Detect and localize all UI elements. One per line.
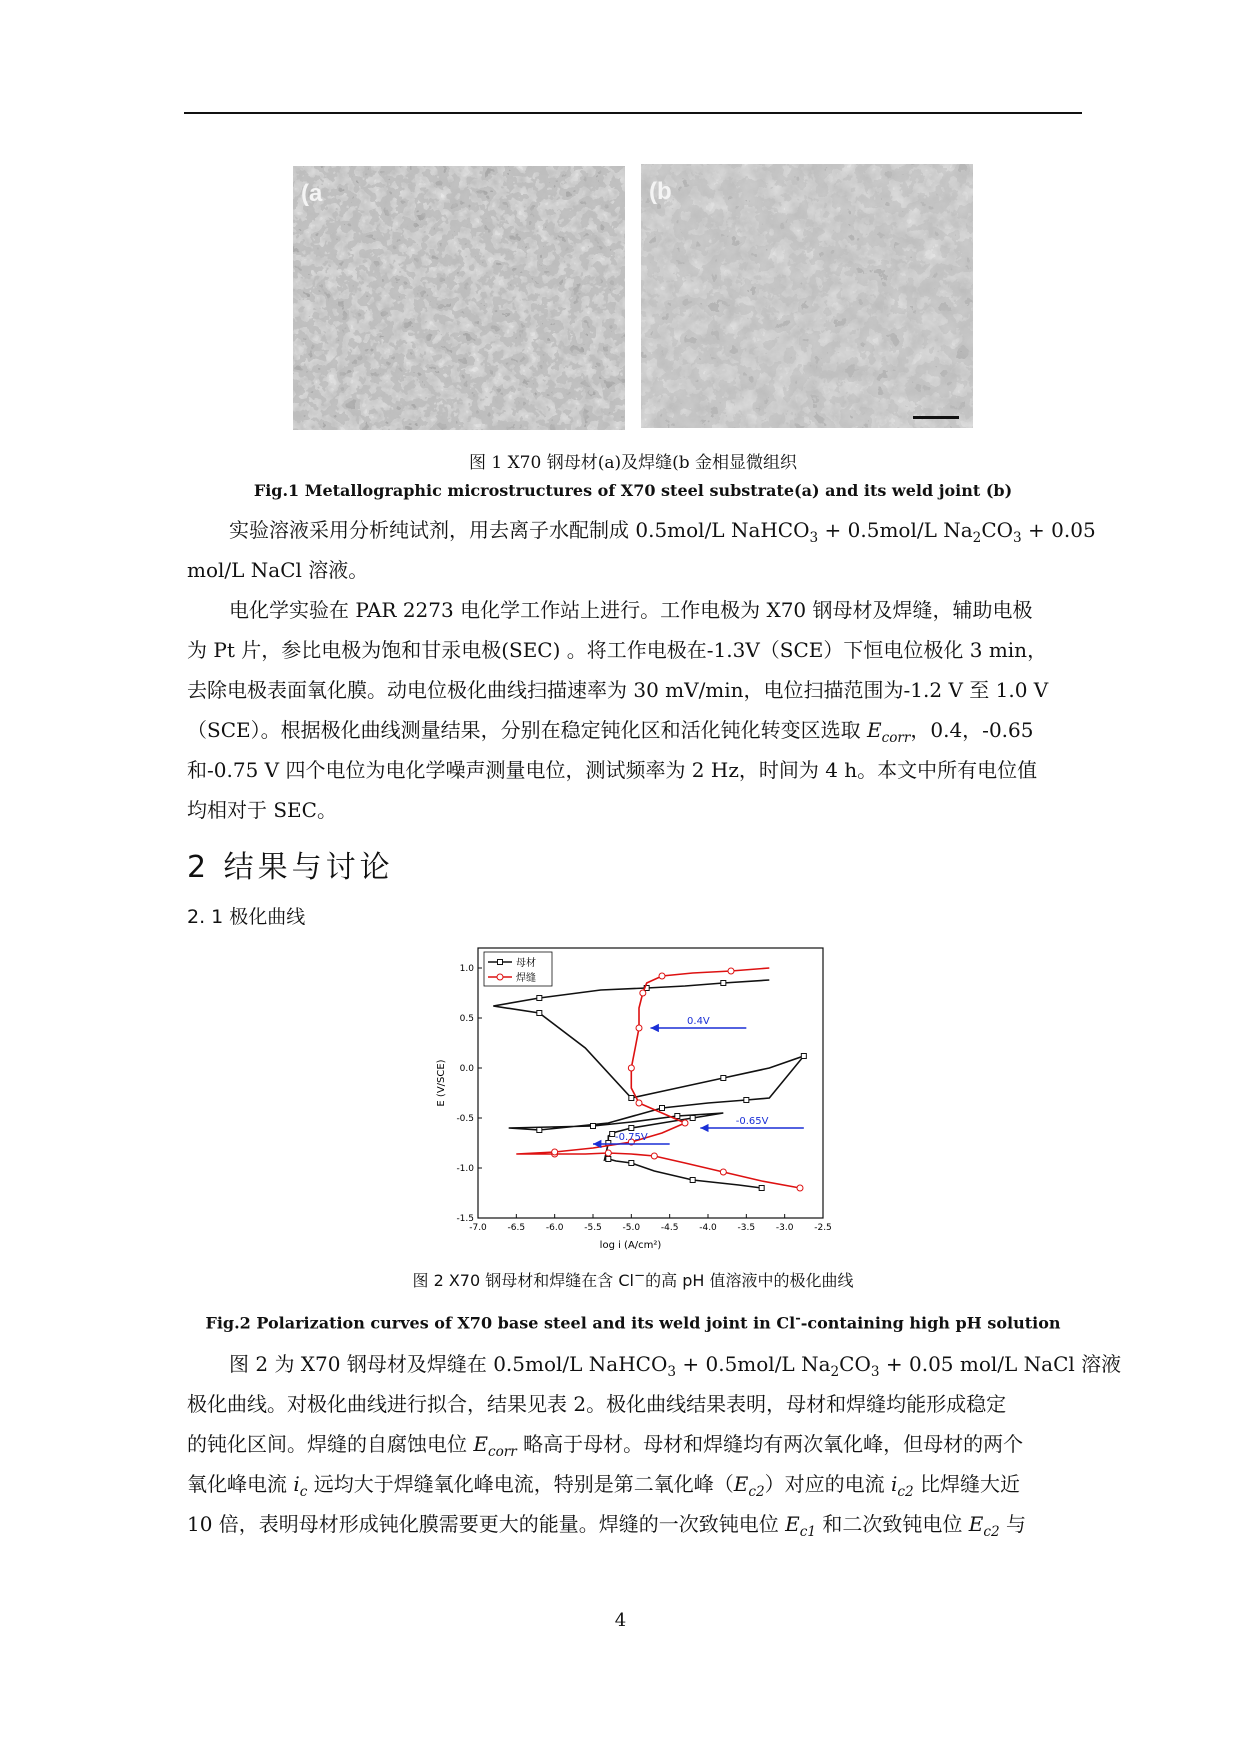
y-tick-label: -0.5 (456, 1114, 474, 1124)
series-point (606, 1157, 611, 1162)
paragraph-solution: 实验溶液采用分析纯试剂，用去离子水配制成 0.5mol/L NaHCO$_3$ + 0.5mol/L $Na_2CO_3 + 0.05$ mol/L NaCl 溶液。 (187, 518, 1096, 582)
series-point (591, 1124, 596, 1129)
legend-marker (497, 974, 503, 980)
series-point (537, 1011, 542, 1016)
x-tick-label: -7.0 (469, 1223, 487, 1233)
series-point (636, 1100, 642, 1106)
x-tick-label: -4.0 (699, 1223, 717, 1233)
series-point (651, 1153, 657, 1159)
series-point (744, 1098, 749, 1103)
series-point (797, 1185, 803, 1191)
series-point (728, 968, 734, 974)
x-tick-label: -6.0 (545, 1223, 564, 1233)
x-tick-label: -4.5 (660, 1223, 679, 1233)
x-tick-label: -5.0 (622, 1223, 641, 1233)
y-tick-label: -1.0 (456, 1164, 474, 1174)
figure2-caption-en: Fig.2 Polarization curves of X70 base steel and its weld joint in Cl--containing high pH solution (205, 1310, 1061, 1333)
x-tick-label: -6.5 (507, 1223, 526, 1233)
subsection-heading: 2. 1 极化曲线 (187, 906, 306, 928)
series-point (552, 1149, 558, 1155)
x-tick-label: -5.5 (584, 1223, 602, 1233)
y-tick-label: 1.0 (459, 964, 474, 974)
annotation-label: -0.65V (735, 1116, 769, 1127)
series-point (628, 1065, 634, 1071)
y-axis-label: E (V/SCE) (436, 1059, 447, 1107)
series-point (659, 973, 665, 979)
legend-marker (498, 960, 503, 965)
panel-a-label: (a (301, 180, 323, 207)
polarization-chart (420, 940, 860, 1260)
legend-label: 焊缝 (516, 973, 536, 984)
section-heading: 2 结果与讨论 (187, 850, 394, 885)
micrograph-b-texture (641, 164, 973, 428)
x-tick-label: -3.0 (775, 1223, 794, 1233)
series-point (690, 1116, 695, 1121)
series-point (720, 1169, 726, 1175)
paragraph-method: 电化学实验在 PAR 2273 电化学工作站上进行。工作电极为 X70 钢母材及焊缝，辅助电极 为 Pt 片，参比电极为饱和甘汞电极(SEC) 。将工作电极在-1.3V（SCE）下恒电位极化 3 min， 去除电极表面氧化膜。动电位极化曲线扫描速率为 30 mV/min，电位扫描范围为-1.2 V 至 1.0 V （SCE）。根据极化曲线测量结果，分别在稳定钝化区和活化钝化转变区选取 $E_{corr}$，0.4，-0.65 和-0.75 V 四个电位为电化学噪声测量电位，测试频率为 2 Hz，时间为 4 h。本文中所有电位值 均相对于 SEC。 (187, 598, 1049, 822)
scale-bar (913, 416, 959, 419)
panel-b-label: (b (649, 178, 672, 205)
series-point (629, 1126, 634, 1131)
x-axis-label: log i (A/cm²) (599, 1240, 662, 1251)
series-point (682, 1120, 688, 1126)
micrograph-b (641, 164, 973, 428)
micrograph-a (293, 166, 625, 430)
series-point (759, 1186, 764, 1191)
x-tick-label: -2.5 (814, 1223, 832, 1233)
series-point (629, 1096, 634, 1101)
series-point (636, 1025, 642, 1031)
series-point (537, 1128, 542, 1133)
figure1-caption-zh: 图 1 X70 钢母材(a)及焊缝(b 金相显微组织 (468, 453, 798, 473)
series-point (605, 1150, 611, 1156)
y-tick-label: 0.0 (459, 1064, 474, 1074)
micrograph-a-texture (293, 166, 625, 430)
series-point (721, 981, 726, 986)
y-tick-label: -1.5 (456, 1214, 474, 1224)
series-point (537, 996, 542, 1001)
header-rule (184, 112, 1082, 114)
series-point (629, 1161, 634, 1166)
paragraph-results: 图 2 为 X70 钢母材及焊缝在 0.5mol/L NaHCO$_3$ + 0.5mol/L $Na_2CO_3 + 0.05$ mol/L NaCl 溶液 极化曲线。对极化曲线进行拟合，结果见表 2。极化曲线结果表明，母材和焊缝均能形成稳定 的钝化区间。焊缝的自腐蚀电位 $E_{corr}$ 略高于母材。母材和焊缝均有两次氧化峰，但母材的两个 氧化峰电流 $i_c$ 远均大于焊缝氧化峰电流，特别是第二氧化峰$(E_{c2})$对应的电流 $i_{c2}$ 比焊缝大近 10 倍，表明母材形成钝化膜需要更大的能量。焊缝的一次致钝电位 $E_{c1}$ 和二次致钝电位 $E_{c2}$ 与 (187, 1352, 1122, 1540)
legend-label: 母材 (516, 958, 536, 969)
series-point (610, 1132, 615, 1137)
annotation-label: 0.4V (687, 1016, 710, 1027)
series-point (721, 1076, 726, 1081)
series-line-2 (516, 968, 800, 1188)
series-point (640, 990, 646, 996)
series-point (660, 1106, 665, 1111)
annotation-label: -0.75V (614, 1132, 648, 1143)
series-point (801, 1054, 806, 1059)
series-point (690, 1178, 695, 1183)
figure2-caption-zh: 图 2 X70 钢母材和焊缝在含 Cl−的高 pH 值溶液中的极化曲线 (412, 1268, 854, 1290)
page-number: 4 (614, 1610, 627, 1631)
series-point (675, 1114, 680, 1119)
x-tick-label: -3.5 (737, 1223, 756, 1233)
figure1-caption-en: Fig.1 Metallographic microstructures of X70 steel substrate(a) and its weld joint (b) (253, 481, 1013, 500)
y-tick-label: 0.5 (459, 1014, 474, 1024)
